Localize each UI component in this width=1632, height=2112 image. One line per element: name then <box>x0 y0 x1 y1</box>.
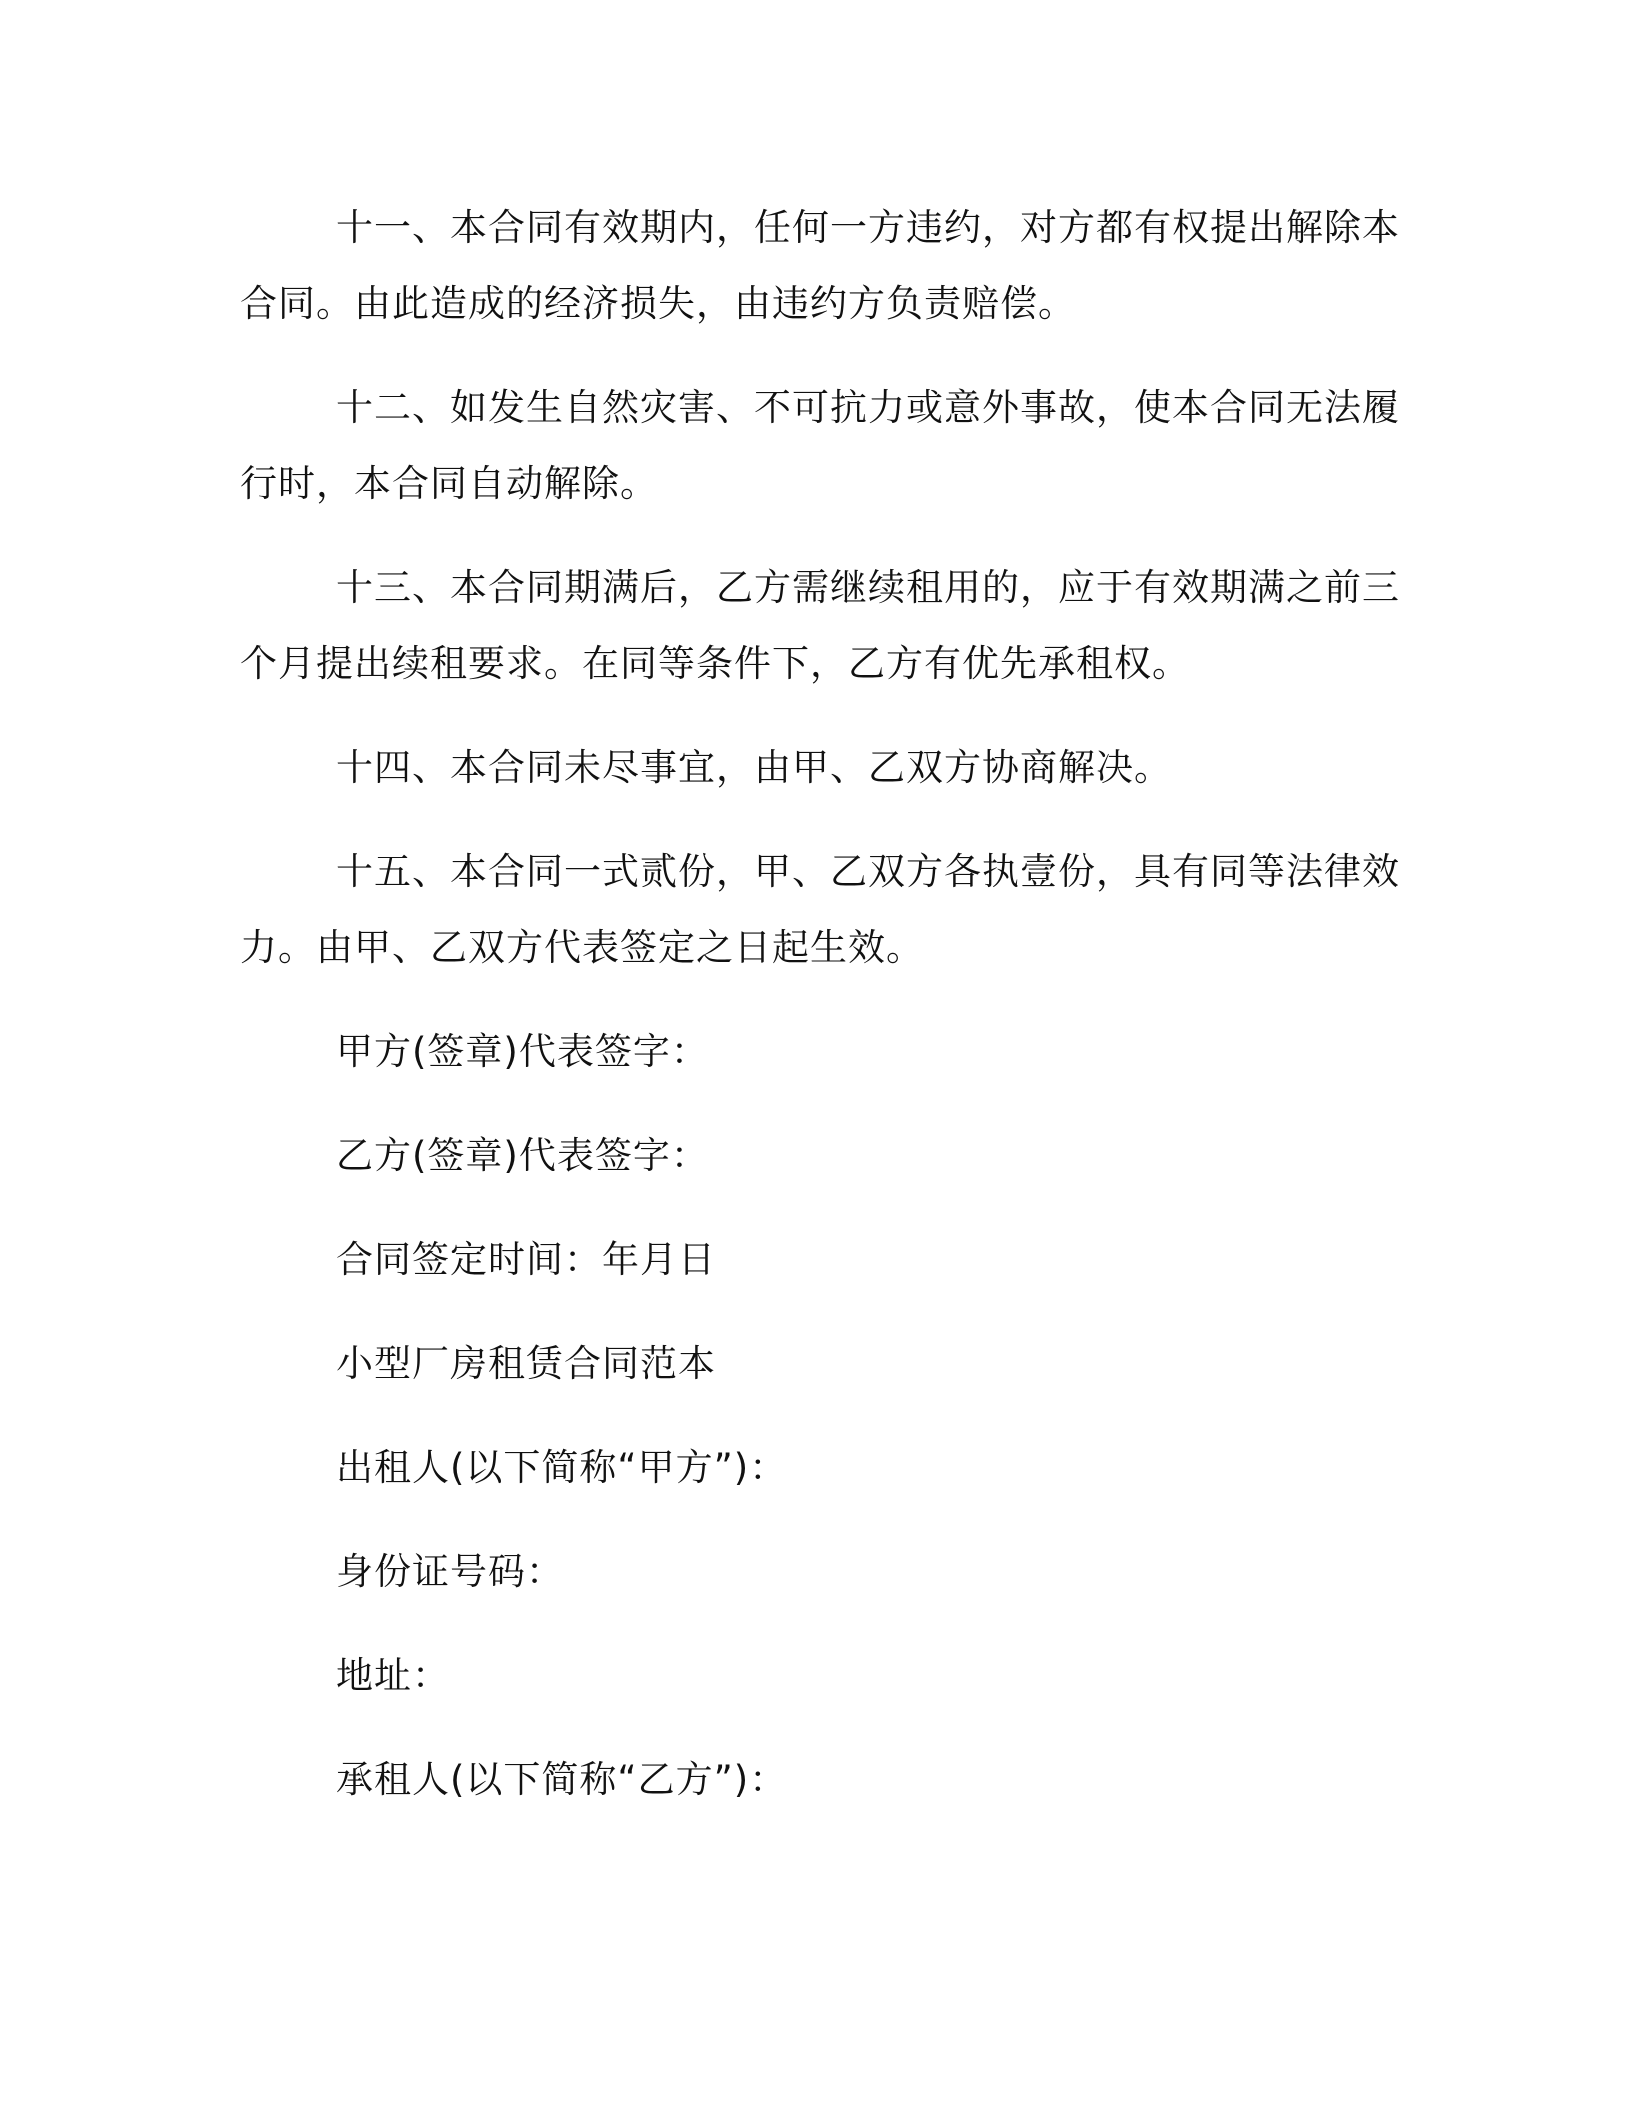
lessor-line: 出租人(以下简称“甲方”)： <box>336 1446 788 1489</box>
clause-11: 十一、本合同有效期内，任何一方违约，对方都有权提出解除本合同。由此造成的经济损失，由违约方负责赔偿。 <box>240 206 1400 325</box>
clause-12: 十二、如发生自然灾害、不可抗力或意外事故，使本合同无法履行时，本合同自动解除。 <box>240 386 1400 505</box>
contract-template-title: 小型厂房租赁合同范本 <box>336 1342 716 1385</box>
lessee-line: 承租人(以下简称“乙方”)： <box>336 1758 788 1801</box>
address-line: 地址： <box>336 1654 450 1697</box>
document-body <box>240 190 1400 1846</box>
clause-13: 十三、本合同期满后，乙方需继续租用的，应于有效期满之前三个月提出续租要求。在同等条件下，乙方有优先承租权。 <box>240 566 1400 685</box>
clause-15: 十五、本合同一式贰份，甲、乙双方各执壹份，具有同等法律效力。由甲、乙双方代表签定之日起生效。 <box>240 850 1400 969</box>
signing-date-line: 合同签定时间：年月日 <box>336 1238 716 1281</box>
id-number-line: 身份证号码： <box>336 1550 564 1593</box>
clause-14: 十四、本合同未尽事宜，由甲、乙双方协商解决。 <box>336 746 1172 789</box>
party-b-signature-line: 乙方(签章)代表签字： <box>336 1134 709 1177</box>
party-a-signature-line: 甲方(签章)代表签字： <box>336 1030 709 1073</box>
